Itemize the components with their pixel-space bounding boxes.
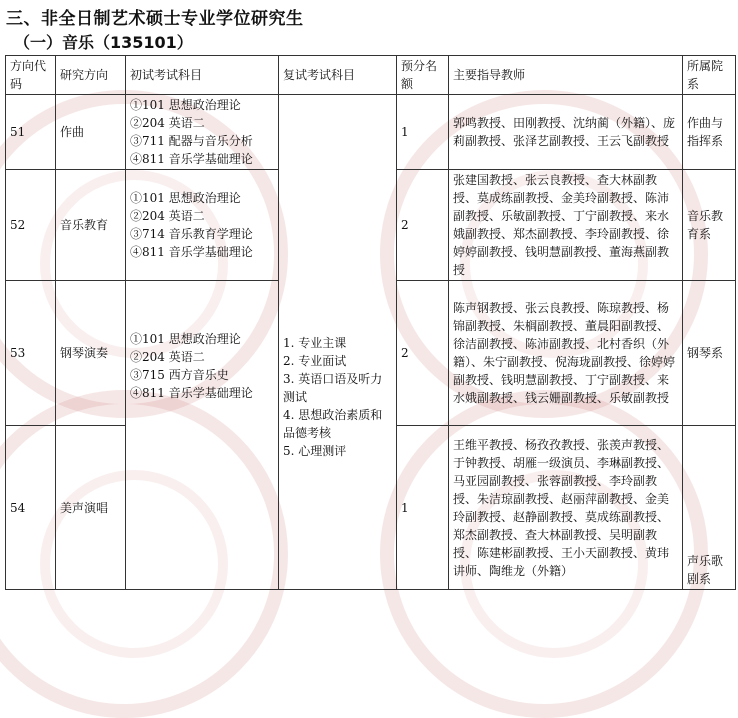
dept-cell: 声乐歌剧系 xyxy=(683,426,736,590)
code-cell: 54 xyxy=(6,426,56,590)
retest-item: 1. 专业主课 xyxy=(283,335,347,350)
exam-item: ④811 音乐学基础理论 xyxy=(130,245,253,259)
exam-item: ②204 英语二 xyxy=(130,116,205,130)
exam-item: ④811 音乐学基础理论 xyxy=(130,152,253,166)
header-retest: 复试考试科目 xyxy=(279,56,397,95)
quota-cell: 1 xyxy=(397,426,449,590)
initial-exam-cell xyxy=(126,95,279,170)
quota-cell: 1 xyxy=(397,95,449,170)
direction-cell: 美声演唱 xyxy=(56,426,126,590)
advisors-cell: 张建国教授、张云良教授、查大林副教授、莫成练副教授、金美玲副教授、陈沛副教授、乐敏副教授、丁宁副教授、来水娥副教授、郑杰副教授、李玲副教授、徐婷婷副教授、钱明慧副教授、董海燕副教授 xyxy=(449,170,683,281)
exam-item: ④811 音乐学基础理论 xyxy=(130,385,253,400)
quota-cell: 2 xyxy=(397,281,449,426)
exam-item: ③715 西方音乐史 xyxy=(130,367,229,382)
initial-exam-cell xyxy=(126,281,279,590)
advisors-cell: 王维平教授、杨孜孜教授、张羡声教授、于钟教授、胡雁一级演员、李琳副教授、马亚园副教授、张蓉副教授、李玲副教授、朱洁琼副教授、赵丽萍副教授、金美玲副教授、赵静副教授、莫成练副教授、郑杰副教授、查大林副教授、吴明副教授、陈建彬副教授、王小天副教授、黄玮讲师、陶维龙（外籍） xyxy=(449,426,683,590)
exam-item: ①101 思想政治理论 xyxy=(130,331,241,346)
advisors-cell: 郭鸣教授、田刚教授、沈纳蔺（外籍）、庞莉副教授、张泽艺副教授、王云飞副教授 xyxy=(449,95,683,170)
page-title: 三、非全日制艺术硕士专业学位研究生 xyxy=(6,9,304,29)
header-code: 方向代码 xyxy=(6,56,56,95)
table-header-row xyxy=(6,56,736,95)
header-quota: 预分名额 xyxy=(397,56,449,95)
table-row xyxy=(6,95,736,170)
header-initial-exam: 初试考试科目 xyxy=(126,56,279,95)
header-dept: 所属院系 xyxy=(683,56,736,95)
exam-item: ①101 思想政治理论 xyxy=(130,98,241,112)
dept-cell: 钢琴系 xyxy=(683,281,736,426)
exam-item: ③714 音乐教育学理论 xyxy=(130,227,253,241)
retest-item: 2. 专业面试 xyxy=(283,353,347,368)
exam-item: ②204 英语二 xyxy=(130,209,205,223)
program-table xyxy=(5,55,736,590)
advisors-cell: 陈声钢教授、张云良教授、陈琼教授、杨锦副教授、朱榈副教授、董晨阳副教授、徐洁副教授、陈沛副教授、北村香织（外籍）、朱宁副教授、倪海珑副教授、徐婷婷副教授、钱明慧副教授、丁宁副教授、来水娥副教授、钱云姗副教授、乐敏副教授 xyxy=(449,281,683,426)
exam-item: ③711 配器与音乐分析 xyxy=(130,134,253,148)
code-cell: 51 xyxy=(6,95,56,170)
retest-cell xyxy=(279,95,397,590)
direction-cell: 音乐教育 xyxy=(56,170,126,281)
section-subtitle: （一）音乐（135101） xyxy=(14,33,193,52)
direction-cell: 钢琴演奏 xyxy=(56,281,126,426)
initial-exam-cell xyxy=(126,170,279,281)
header-direction: 研究方向 xyxy=(56,56,126,95)
retest-item: 5. 心理测评 xyxy=(283,443,347,458)
dept-cell: 作曲与指挥系 xyxy=(683,95,736,170)
quota-cell: 2 xyxy=(397,170,449,281)
direction-cell: 作曲 xyxy=(56,95,126,170)
exam-item: ①101 思想政治理论 xyxy=(130,191,241,205)
header-advisors: 主要指导教师 xyxy=(449,56,683,95)
code-cell: 53 xyxy=(6,281,56,426)
code-cell: 52 xyxy=(6,170,56,281)
dept-cell: 音乐教育系 xyxy=(683,170,736,281)
retest-item: 4. 思想政治素质和品德考核 xyxy=(283,407,383,440)
exam-item: ②204 英语二 xyxy=(130,349,205,364)
retest-item: 3. 英语口语及听力测试 xyxy=(283,371,383,404)
